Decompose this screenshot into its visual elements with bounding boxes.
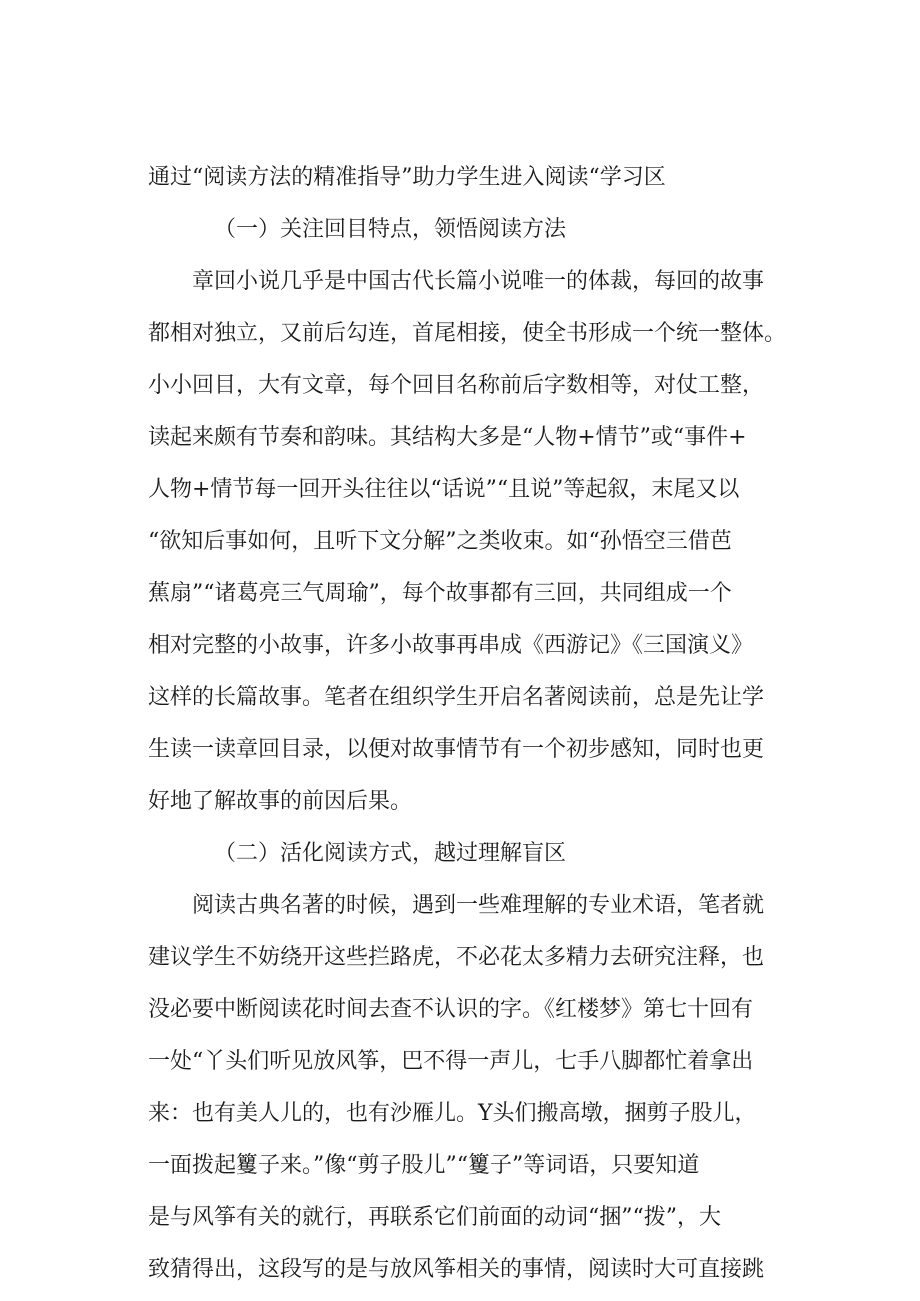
body-line: 人物+情节每一回开头往往以“话说”“且说”等起叙，末尾又以 bbox=[148, 477, 740, 502]
body-line: 阅读古典名著的时候，遇到一些难理解的专业术语，笔者就 bbox=[192, 893, 765, 918]
body-line: 都相对独立，又前后勾连，首尾相接，使全书形成一个统一整体。 bbox=[148, 321, 787, 346]
body-line: 相对完整的小故事，许多小故事再串成《西游记》《三国演义》 bbox=[148, 633, 754, 658]
body-line: 生读一读章回目录，以便对故事情节有一个初步感知，同时也更 bbox=[148, 737, 765, 762]
body-line: 建议学生不妨绕开这些拦路虎，不必花太多精力去研究注释，也 bbox=[148, 945, 765, 970]
document-body bbox=[148, 152, 808, 1296]
body-line: 一面拨起籰子来。”像“剪子股儿”“籰子”等词语，只要知道 bbox=[148, 1153, 700, 1178]
body-line: 没必要中断阅读花时间去查不认识的字。《红楼梦》第七十回有 bbox=[148, 997, 754, 1022]
body-line: 小小回目，大有文章，每个回目名称前后字数相等，对仗工整， bbox=[148, 373, 765, 398]
body-line: 一处“丫头们听见放风筝，巴不得一声儿，七手八脚都忙着拿出 bbox=[148, 1049, 754, 1074]
body-line: 好地了解故事的前因后果。 bbox=[148, 789, 413, 814]
body-line: 是与风筝有关的就行，再联系它们前面的动词“捆”“拨”，大 bbox=[148, 1205, 721, 1230]
body-line: 致猜得出，这段写的是与放风筝相关的事情，阅读时大可直接跳 bbox=[148, 1257, 765, 1282]
body-line: 章回小说几乎是中国古代长篇小说唯一的体裁，每回的故事 bbox=[192, 269, 765, 294]
section-heading: （一）关注回目特点，领悟阅读方法 bbox=[214, 217, 567, 242]
body-line: 通过“阅读方法的精准指导”助力学生进入阅读“学习区 bbox=[148, 165, 666, 190]
body-line: 来：也有美人儿的，也有沙雁儿。Y头们搬高墩，捆剪子股儿， bbox=[148, 1101, 757, 1126]
body-line: 蕉扇”“诸葛亮三气周瑜”，每个故事都有三回，共同组成一个 bbox=[148, 581, 732, 606]
body-line: “欲知后事如何，且听下文分解”之类收束。如“孙悟空三借芭 bbox=[148, 529, 732, 554]
section-heading: （二）活化阅读方式，越过理解盲区 bbox=[214, 841, 567, 866]
body-line: 读起来颇有节奏和韵味。其结构大多是“人物+情节”或“事件+ bbox=[148, 425, 747, 450]
body-line: 这样的长篇故事。笔者在组织学生开启名著阅读前，总是先让学 bbox=[148, 685, 765, 710]
